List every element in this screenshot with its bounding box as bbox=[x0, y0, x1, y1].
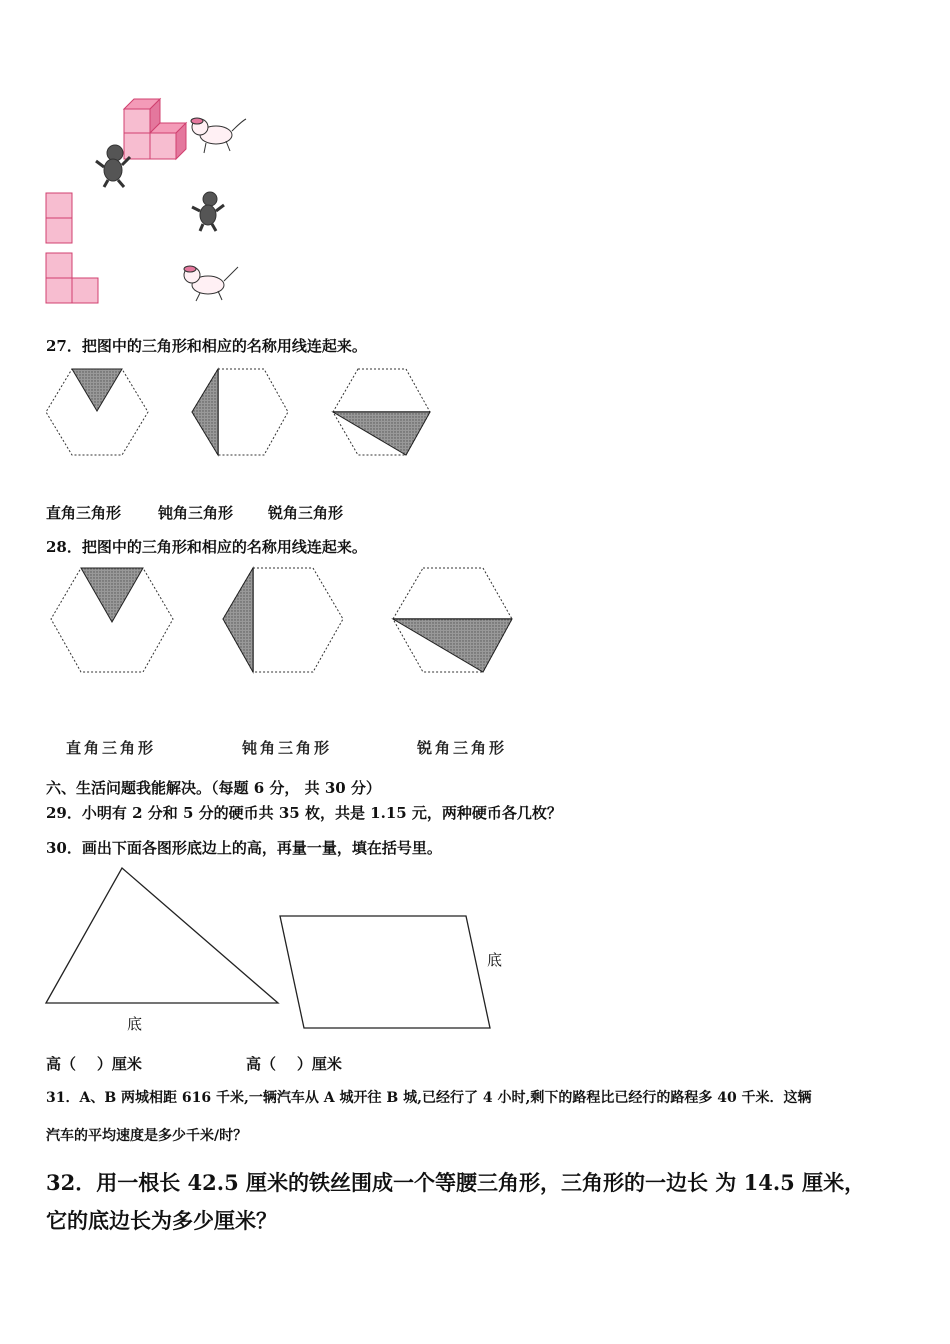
cube-stack-illustration bbox=[40, 95, 260, 310]
q27-label-right: 直角三角形 bbox=[46, 504, 122, 522]
dog-icon bbox=[191, 118, 246, 153]
q32-line2: 它的底边长为多少厘米？ bbox=[46, 1208, 277, 1233]
q29-text: 29．小明有 2 分和 5 分的硬币共 35 枚，共是 1.15 元，两种硬币各几枚？ bbox=[46, 804, 562, 822]
hexagon-right-shaded bbox=[192, 369, 288, 455]
q31-line1: 31．A、B 两城相距 616 千米,一辆汽车从 A 城开往 B 城,已经行了 4 小时,剩下的路程比已经行的路程多 40 千米．这辆 bbox=[46, 1090, 812, 1106]
q27-label-acute: 锐角三角形 bbox=[268, 504, 344, 522]
q30-answer-2: 高（ ）厘米 bbox=[246, 1055, 342, 1073]
q28-hexagons bbox=[45, 562, 525, 677]
q28-label-right: 直角三角形 bbox=[66, 739, 157, 757]
hexagon-obtuse-shaded bbox=[333, 369, 430, 455]
hexagon-acute-shaded bbox=[46, 369, 148, 455]
q31-line2: 汽车的平均速度是多少千米/时？ bbox=[46, 1128, 248, 1144]
q28-label-obtuse: 钝角三角形 bbox=[242, 739, 333, 757]
hexagon-obtuse-shaded bbox=[393, 568, 512, 672]
parallelogram-base-label: 底 bbox=[487, 951, 503, 969]
hexagon-right-shaded bbox=[223, 568, 343, 672]
monkey-icon bbox=[192, 192, 224, 231]
view-two-squares bbox=[46, 193, 72, 243]
q30-answer-1: 高（ ）厘米 bbox=[46, 1055, 142, 1073]
q28-text: 28．把图中的三角形和相应的名称用线连起来。 bbox=[46, 538, 367, 556]
hexagon-acute-shaded bbox=[51, 568, 173, 672]
q30-text: 30．画出下面各图形底边上的高，再量一量，填在括号里。 bbox=[46, 839, 442, 857]
cube-figure bbox=[40, 95, 260, 310]
triangle-base-label: 底 bbox=[127, 1015, 143, 1033]
q32-line1: 32．用一根长 42.5 厘米的铁丝围成一个等腰三角形，三角形的一边长 为 14.5 厘米， bbox=[46, 1170, 866, 1195]
q30-shapes bbox=[40, 860, 510, 1035]
cube-stack bbox=[124, 99, 186, 159]
q27-hexagons bbox=[40, 365, 460, 460]
dog-icon bbox=[184, 266, 238, 301]
view-l-shape bbox=[46, 253, 98, 303]
q27-label-obtuse: 钝角三角形 bbox=[158, 504, 234, 522]
section-heading: 六、生活问题我能解决。（每题 6 分， 共 30 分） bbox=[46, 779, 381, 797]
parallelogram-shape bbox=[280, 916, 490, 1028]
q27-text: 27．把图中的三角形和相应的名称用线连起来。 bbox=[46, 337, 367, 355]
triangle-shape bbox=[46, 868, 278, 1003]
q28-label-acute: 锐角三角形 bbox=[417, 739, 508, 757]
